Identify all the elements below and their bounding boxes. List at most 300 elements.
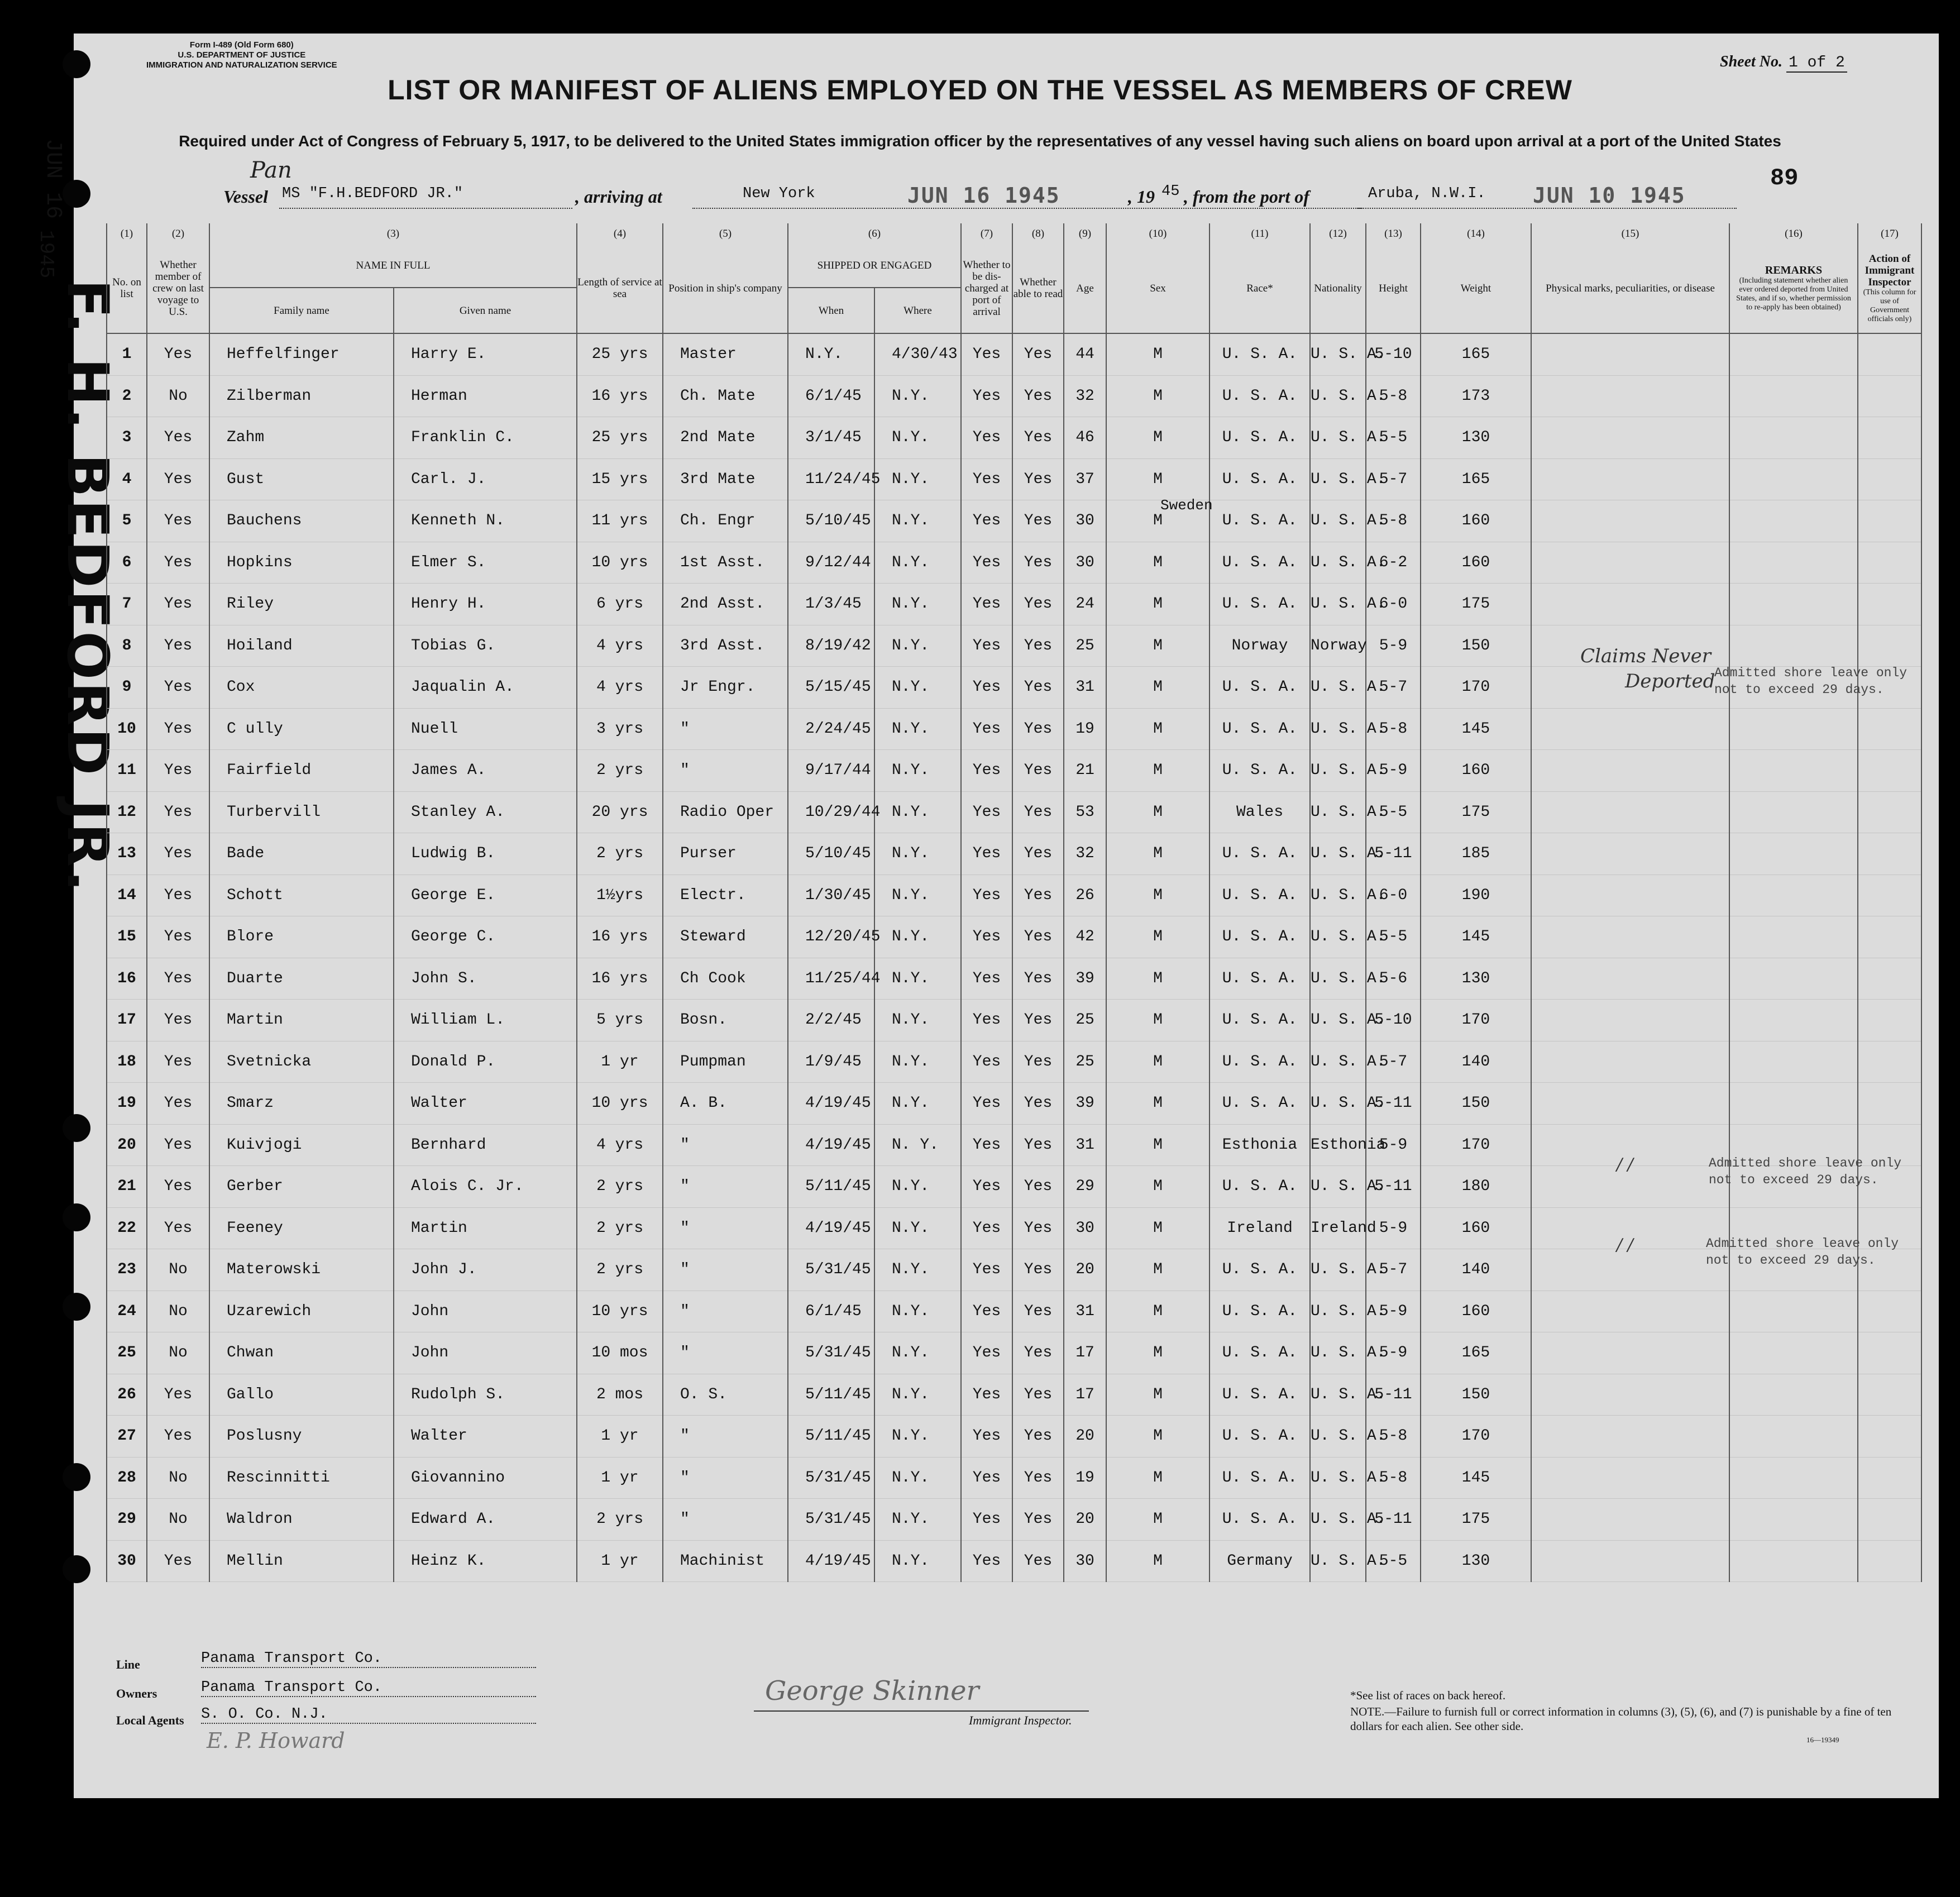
last-voyage-cell: Yes xyxy=(147,833,209,875)
page-number: 89 xyxy=(1770,165,1799,192)
handwritten-note: Pan xyxy=(250,157,292,183)
able-to-read-cell: Yes xyxy=(1012,1416,1064,1458)
family-name-cell: Gerber xyxy=(209,1166,394,1208)
sex-cell: M xyxy=(1106,417,1210,459)
sex-cell: M xyxy=(1106,1457,1210,1499)
last-voyage-cell: Yes xyxy=(147,500,209,542)
discharge-cell: Yes xyxy=(961,833,1012,875)
remarks-cell xyxy=(1729,916,1858,958)
age-cell: 25 xyxy=(1064,1041,1106,1083)
position-cell: Master xyxy=(663,333,788,375)
discharge-cell: Yes xyxy=(961,375,1012,417)
family-name-cell: Rescinnitti xyxy=(209,1457,394,1499)
given-name-cell: Jaqualin A. xyxy=(394,667,577,709)
col-num: (7) xyxy=(961,223,1012,243)
print-code: 16—19349 xyxy=(1806,1736,1839,1744)
nationality-cell: U. S. A. xyxy=(1310,1332,1366,1374)
remarks-cell xyxy=(1729,625,1858,667)
position-cell: O. S. xyxy=(663,1374,788,1416)
age-cell: 53 xyxy=(1064,791,1106,833)
discharge-cell: Yes xyxy=(961,584,1012,625)
shipped-when-cell: 5/11/45 xyxy=(788,1374,874,1416)
position-cell: Bosn. xyxy=(663,1000,788,1041)
height-cell: 5-5 xyxy=(1366,417,1421,459)
header-nationality: Nationality xyxy=(1310,243,1366,333)
col-num: (8) xyxy=(1012,223,1064,243)
table-row xyxy=(107,1041,1921,1083)
race-cell: U. S. A. xyxy=(1210,542,1310,584)
physical-marks-cell xyxy=(1531,1041,1729,1083)
weight-cell: 160 xyxy=(1421,1207,1531,1249)
given-name-cell: Franklin C. xyxy=(394,417,577,459)
physical-marks-cell xyxy=(1531,1374,1729,1416)
row-number: 3 xyxy=(107,417,147,459)
header-shipped: SHIPPED OR ENGAGED xyxy=(788,243,961,288)
claims-note: Deported xyxy=(1625,670,1715,692)
shipped-where-cell: N.Y. xyxy=(874,875,961,916)
discharge-cell: Yes xyxy=(961,958,1012,1000)
remarks-cell xyxy=(1729,1332,1858,1374)
side-vessel-name: F. H. BEDFORD JR. xyxy=(54,279,121,894)
shipped-when-cell: 8/19/42 xyxy=(788,625,874,667)
table-row xyxy=(107,500,1921,542)
header-physical-marks: Physical marks, peculiarities, or disease xyxy=(1531,243,1729,333)
physical-marks-cell xyxy=(1531,916,1729,958)
shipped-where-cell: N.Y. xyxy=(874,584,961,625)
header-prior-voyage: Whether member of crew on last voyage to U.S. xyxy=(147,243,209,333)
race-cell: U. S. A. xyxy=(1210,1374,1310,1416)
weight-cell: 150 xyxy=(1421,1374,1531,1416)
physical-marks-cell xyxy=(1531,1000,1729,1041)
position-cell: Steward xyxy=(663,916,788,958)
row-number: 6 xyxy=(107,542,147,584)
last-voyage-cell: No xyxy=(147,375,209,417)
sex-cell: M xyxy=(1106,1416,1210,1458)
family-name-cell: Svetnicka xyxy=(209,1041,394,1083)
row-number: 15 xyxy=(107,916,147,958)
department-name: U.S. DEPARTMENT OF JUSTICE xyxy=(178,50,306,60)
shipped-when-cell: 9/12/44 xyxy=(788,542,874,584)
physical-marks-cell xyxy=(1531,458,1729,500)
sex-cell: M xyxy=(1106,375,1210,417)
position-cell: " xyxy=(663,1416,788,1458)
sex-cell: M xyxy=(1106,625,1210,667)
year-label: , 19 xyxy=(1128,187,1155,207)
service-length-cell: 6 yrs xyxy=(577,584,663,625)
remarks-cell xyxy=(1729,1000,1858,1041)
last-voyage-cell: Yes xyxy=(147,1166,209,1208)
owners-value: Panama Transport Co. xyxy=(201,1679,536,1697)
punch-hole xyxy=(63,1555,90,1583)
family-name-cell: Materowski xyxy=(209,1249,394,1291)
weight-cell: 165 xyxy=(1421,458,1531,500)
sex-cell: M xyxy=(1106,1000,1210,1041)
height-cell: 5-9 xyxy=(1366,1207,1421,1249)
given-name-cell: Bernhard xyxy=(394,1124,577,1166)
shipped-when-cell: 5/31/45 xyxy=(788,1499,874,1541)
nationality-cell: U. S. A. xyxy=(1310,1499,1366,1541)
weight-cell: 145 xyxy=(1421,1457,1531,1499)
shipped-where-cell: N.Y. xyxy=(874,1540,961,1582)
service-length-cell: 4 yrs xyxy=(577,1124,663,1166)
age-cell: 26 xyxy=(1064,875,1106,916)
tick-mark: / / xyxy=(1617,1155,1633,1174)
physical-marks-cell xyxy=(1531,1457,1729,1499)
form-identifier xyxy=(146,40,337,70)
last-voyage-cell: Yes xyxy=(147,584,209,625)
table-row xyxy=(107,375,1921,417)
row-number: 1 xyxy=(107,333,147,375)
nationality-cell: U. S. A. xyxy=(1310,1041,1366,1083)
penalty-note: NOTE.—Failure to furnish full or correct information in columns (3), (5), (6), and (7) is punishable by a fine of ten dollars for each alien. See other side. xyxy=(1350,1705,1892,1733)
sheet-label: Sheet No. xyxy=(1720,53,1782,70)
discharge-cell: Yes xyxy=(961,750,1012,792)
service-length-cell: 25 yrs xyxy=(577,417,663,459)
last-voyage-cell: Yes xyxy=(147,750,209,792)
form-number: Form I-489 (Old Form 680) xyxy=(189,40,294,50)
given-name-cell: Rudolph S. xyxy=(394,1374,577,1416)
family-name-cell: Hopkins xyxy=(209,542,394,584)
position-cell: " xyxy=(663,1499,788,1541)
shipped-when-cell: 5/31/45 xyxy=(788,1249,874,1291)
sex-cell: M xyxy=(1106,1124,1210,1166)
race-cell: U. S. A. xyxy=(1210,1000,1310,1041)
table-row xyxy=(107,708,1921,750)
remark-line: Admitted shore leave only not to exceed 29 days. xyxy=(1714,666,1908,697)
race-cell: U. S. A. xyxy=(1210,1041,1310,1083)
family-name-cell: Heffelfinger xyxy=(209,333,394,375)
given-name-cell: Walter xyxy=(394,1083,577,1125)
shipped-when-cell: 5/31/45 xyxy=(788,1457,874,1499)
weight-cell: 190 xyxy=(1421,875,1531,916)
table-row xyxy=(107,1083,1921,1125)
age-cell: 42 xyxy=(1064,916,1106,958)
nationality-cell: U. S. A. xyxy=(1310,1416,1366,1458)
races-note: *See list of races on back hereof. xyxy=(1350,1689,1506,1702)
age-cell: 30 xyxy=(1064,1207,1106,1249)
table-row xyxy=(107,1166,1921,1208)
remarks-cell xyxy=(1729,1041,1858,1083)
action-cell xyxy=(1858,333,1921,375)
header-where: Where xyxy=(874,288,961,333)
age-cell: 20 xyxy=(1064,1249,1106,1291)
row-number: 30 xyxy=(107,1540,147,1582)
table-row xyxy=(107,1499,1921,1541)
row-number: 9 xyxy=(107,667,147,709)
action-cell xyxy=(1858,1083,1921,1125)
shipped-where-cell: N. Y. xyxy=(874,1124,961,1166)
height-cell: 5-7 xyxy=(1366,667,1421,709)
able-to-read-cell: Yes xyxy=(1012,375,1064,417)
service-length-cell: 4 yrs xyxy=(577,625,663,667)
race-cell: Ireland xyxy=(1210,1207,1310,1249)
sex-cell: M xyxy=(1106,750,1210,792)
header-sex: Sex xyxy=(1106,243,1210,333)
action-cell xyxy=(1858,1540,1921,1582)
position-cell: 3rd Mate xyxy=(663,458,788,500)
punch-hole xyxy=(63,1463,90,1491)
table-row xyxy=(107,958,1921,1000)
row-number: 29 xyxy=(107,1499,147,1541)
nationality-cell: U. S. A. xyxy=(1310,1000,1366,1041)
weight-cell: 160 xyxy=(1421,750,1531,792)
service-length-cell: 5 yrs xyxy=(577,1000,663,1041)
discharge-cell: Yes xyxy=(961,1083,1012,1125)
height-cell: 5-5 xyxy=(1366,1540,1421,1582)
table-row xyxy=(107,458,1921,500)
physical-marks-cell xyxy=(1531,500,1729,542)
table-row xyxy=(107,1249,1921,1291)
family-name-cell: Blore xyxy=(209,916,394,958)
shipped-where-cell: N.Y. xyxy=(874,916,961,958)
shipped-where-cell: N.Y. xyxy=(874,708,961,750)
sex-cell: M xyxy=(1106,458,1210,500)
position-cell: " xyxy=(663,708,788,750)
col-num: (16) xyxy=(1729,223,1858,243)
family-name-cell: Waldron xyxy=(209,1499,394,1541)
race-cell: U. S. A. xyxy=(1210,916,1310,958)
discharge-cell: Yes xyxy=(961,791,1012,833)
shipped-when-cell: 5/15/45 xyxy=(788,667,874,709)
weight-cell: 180 xyxy=(1421,1166,1531,1208)
height-cell: 5-7 xyxy=(1366,458,1421,500)
given-name-cell: George E. xyxy=(394,875,577,916)
row-number: 4 xyxy=(107,458,147,500)
table-row xyxy=(107,1457,1921,1499)
header-age: Age xyxy=(1064,243,1106,333)
service-length-cell: 1 yr xyxy=(577,1041,663,1083)
age-cell: 31 xyxy=(1064,667,1106,709)
age-cell: 19 xyxy=(1064,1457,1106,1499)
race-cell: U. S. A. xyxy=(1210,584,1310,625)
arrival-date-stamp: JUN 16 1945 xyxy=(907,183,1060,208)
sex-cell: M xyxy=(1106,958,1210,1000)
able-to-read-cell: Yes xyxy=(1012,1374,1064,1416)
race-cell: U. S. A. xyxy=(1210,1083,1310,1125)
height-cell: 5-8 xyxy=(1366,1457,1421,1499)
given-name-cell: Carl. J. xyxy=(394,458,577,500)
race-cell: U. S. A. xyxy=(1210,375,1310,417)
discharge-cell: Yes xyxy=(961,1166,1012,1208)
position-cell: Radio Oper xyxy=(663,791,788,833)
height-cell: 5-11 xyxy=(1366,833,1421,875)
able-to-read-cell: Yes xyxy=(1012,875,1064,916)
given-name-cell: John S. xyxy=(394,958,577,1000)
shipped-when-cell: 5/31/45 xyxy=(788,1332,874,1374)
action-cell xyxy=(1858,417,1921,459)
last-voyage-cell: Yes xyxy=(147,708,209,750)
side-date-stamp: JUN 16 xyxy=(40,138,65,219)
able-to-read-cell: Yes xyxy=(1012,1000,1064,1041)
sex-cell: M xyxy=(1106,916,1210,958)
height-cell: 5-5 xyxy=(1366,791,1421,833)
shipped-where-cell: N.Y. xyxy=(874,1000,961,1041)
nationality-cell: U. S. A. xyxy=(1310,667,1366,709)
weight-cell: 160 xyxy=(1421,1291,1531,1332)
shipped-where-cell: N.Y. xyxy=(874,667,961,709)
weight-cell: 165 xyxy=(1421,1332,1531,1374)
shipped-where-cell: N.Y. xyxy=(874,375,961,417)
action-cell xyxy=(1858,625,1921,667)
remarks-cell xyxy=(1729,958,1858,1000)
remarks-cell xyxy=(1729,1083,1858,1125)
col-num: (4) xyxy=(577,223,663,243)
race-cell: Wales xyxy=(1210,791,1310,833)
age-cell: 24 xyxy=(1064,584,1106,625)
line-label: Line xyxy=(116,1657,140,1671)
family-name-cell: Smarz xyxy=(209,1083,394,1125)
discharge-cell: Yes xyxy=(961,1416,1012,1458)
discharge-cell: Yes xyxy=(961,1332,1012,1374)
shipped-when-cell: 1/3/45 xyxy=(788,584,874,625)
weight-cell: 185 xyxy=(1421,833,1531,875)
nationality-cell: Norway xyxy=(1310,625,1366,667)
family-name-cell: Martin xyxy=(209,1000,394,1041)
shipped-when-cell: 4/19/45 xyxy=(788,1124,874,1166)
table-row xyxy=(107,1332,1921,1374)
discharge-cell: Yes xyxy=(961,1499,1012,1541)
position-cell: Purser xyxy=(663,833,788,875)
race-cell: U. S. A. xyxy=(1210,500,1310,542)
shipped-where-cell: N.Y. xyxy=(874,500,961,542)
remarks-cell xyxy=(1729,833,1858,875)
document-subtitle: Required under Act of Congress of February 5, 1917, to be delivered to the United States immigration officer by the representatives of any vessel having such aliens on board upon arrival at a port of the United States xyxy=(179,132,1781,150)
weight-cell: 150 xyxy=(1421,1083,1531,1125)
from-port-label: , from the port of xyxy=(1184,187,1309,207)
line-value: Panama Transport Co. xyxy=(201,1650,536,1668)
physical-marks-cell xyxy=(1531,1540,1729,1582)
row-number: 13 xyxy=(107,833,147,875)
shipped-when-cell: 1/9/45 xyxy=(788,1041,874,1083)
given-name-cell: Herman xyxy=(394,375,577,417)
weight-cell: 130 xyxy=(1421,417,1531,459)
position-cell: Pumpman xyxy=(663,1041,788,1083)
race-cell: U. S. A. xyxy=(1210,1416,1310,1458)
physical-marks-cell xyxy=(1531,1083,1729,1125)
able-to-read-cell: Yes xyxy=(1012,833,1064,875)
nationality-cell: Esthonia xyxy=(1310,1124,1366,1166)
able-to-read-cell: Yes xyxy=(1012,1124,1064,1166)
shipped-when-cell: 1/30/45 xyxy=(788,875,874,916)
sex-cell: M xyxy=(1106,833,1210,875)
year-value: 45 xyxy=(1161,183,1180,200)
discharge-cell: Yes xyxy=(961,1374,1012,1416)
race-cell: U. S. A. xyxy=(1210,1166,1310,1208)
family-name-cell: Riley xyxy=(209,584,394,625)
discharge-cell: Yes xyxy=(961,1124,1012,1166)
action-cell xyxy=(1858,542,1921,584)
table-row xyxy=(107,833,1921,875)
header-name-in-full: NAME IN FULL xyxy=(209,243,577,288)
given-name-cell: Stanley A. xyxy=(394,791,577,833)
last-voyage-cell: No xyxy=(147,1332,209,1374)
table-row xyxy=(107,1124,1921,1166)
shipped-when-cell: 4/19/45 xyxy=(788,1083,874,1125)
given-name-cell: Harry E. xyxy=(394,333,577,375)
height-cell: 5-9 xyxy=(1366,1291,1421,1332)
discharge-cell: Yes xyxy=(961,1000,1012,1041)
family-name-cell: Chwan xyxy=(209,1332,394,1374)
service-length-cell: 2 yrs xyxy=(577,1499,663,1541)
col-num: (9) xyxy=(1064,223,1106,243)
action-subtitle: (This column for use of Government officials only) xyxy=(1863,288,1916,323)
last-voyage-cell: Yes xyxy=(147,542,209,584)
physical-marks-cell xyxy=(1531,417,1729,459)
height-cell: 5-8 xyxy=(1366,500,1421,542)
race-cell: Norway xyxy=(1210,625,1310,667)
owners-label: Owners xyxy=(116,1686,157,1700)
given-name-cell: Kenneth N. xyxy=(394,500,577,542)
inspector-label: Immigrant Inspector. xyxy=(969,1713,1072,1727)
sex-cell: M xyxy=(1106,1249,1210,1291)
action-cell xyxy=(1858,1499,1921,1541)
able-to-read-cell: Yes xyxy=(1012,542,1064,584)
given-name-cell: Nuell xyxy=(394,708,577,750)
column-number-row xyxy=(107,223,1921,243)
row-number: 23 xyxy=(107,1249,147,1291)
given-name-cell: Edward A. xyxy=(394,1499,577,1541)
agents-label: Local Agents xyxy=(116,1713,184,1727)
nationality-cell: U. S. A. xyxy=(1310,1166,1366,1208)
able-to-read-cell: Yes xyxy=(1012,1332,1064,1374)
last-voyage-cell: Yes xyxy=(147,1374,209,1416)
discharge-cell: Yes xyxy=(961,417,1012,459)
header-no-on-list: No. on list xyxy=(107,243,147,333)
race-cell: U. S. A. xyxy=(1210,875,1310,916)
row-number: 17 xyxy=(107,1000,147,1041)
family-name-cell: Uzarewich xyxy=(209,1291,394,1332)
remarks-cell xyxy=(1729,1499,1858,1541)
remarks-cell xyxy=(1729,1374,1858,1416)
action-cell xyxy=(1858,458,1921,500)
punch-hole xyxy=(63,1293,90,1321)
age-cell: 29 xyxy=(1064,1166,1106,1208)
last-voyage-cell: No xyxy=(147,1457,209,1499)
row-number: 20 xyxy=(107,1124,147,1166)
table-row xyxy=(107,916,1921,958)
able-to-read-cell: Yes xyxy=(1012,958,1064,1000)
col-num: (6) xyxy=(788,223,961,243)
inspector-signature: George Skinner xyxy=(765,1675,979,1707)
position-cell: 1st Asst. xyxy=(663,542,788,584)
race-cell: U. S. A. xyxy=(1210,458,1310,500)
last-voyage-cell: Yes xyxy=(147,875,209,916)
sex-cell: M xyxy=(1106,667,1210,709)
given-name-cell: Giovannino xyxy=(394,1457,577,1499)
row-number: 24 xyxy=(107,1291,147,1332)
nationality-cell: U. S. A. xyxy=(1310,875,1366,916)
row-number: 10 xyxy=(107,708,147,750)
remarks-cell xyxy=(1729,1416,1858,1458)
family-name-cell: Fairfield xyxy=(209,750,394,792)
last-voyage-cell: Yes xyxy=(147,1000,209,1041)
age-cell: 37 xyxy=(1064,458,1106,500)
remarks-cell xyxy=(1729,375,1858,417)
shipped-when-cell: N.Y. xyxy=(788,333,874,375)
col-num: (2) xyxy=(147,223,209,243)
weight-cell: 170 xyxy=(1421,667,1531,709)
weight-cell: 175 xyxy=(1421,791,1531,833)
position-cell: Electr. xyxy=(663,875,788,916)
last-voyage-cell: Yes xyxy=(147,1540,209,1582)
family-name-cell: Schott xyxy=(209,875,394,916)
service-length-cell: 16 yrs xyxy=(577,375,663,417)
table-row xyxy=(107,1291,1921,1332)
row-number: 18 xyxy=(107,1041,147,1083)
header-remarks xyxy=(1729,243,1858,333)
table-row xyxy=(107,584,1921,625)
shipped-where-cell: N.Y. xyxy=(874,1499,961,1541)
